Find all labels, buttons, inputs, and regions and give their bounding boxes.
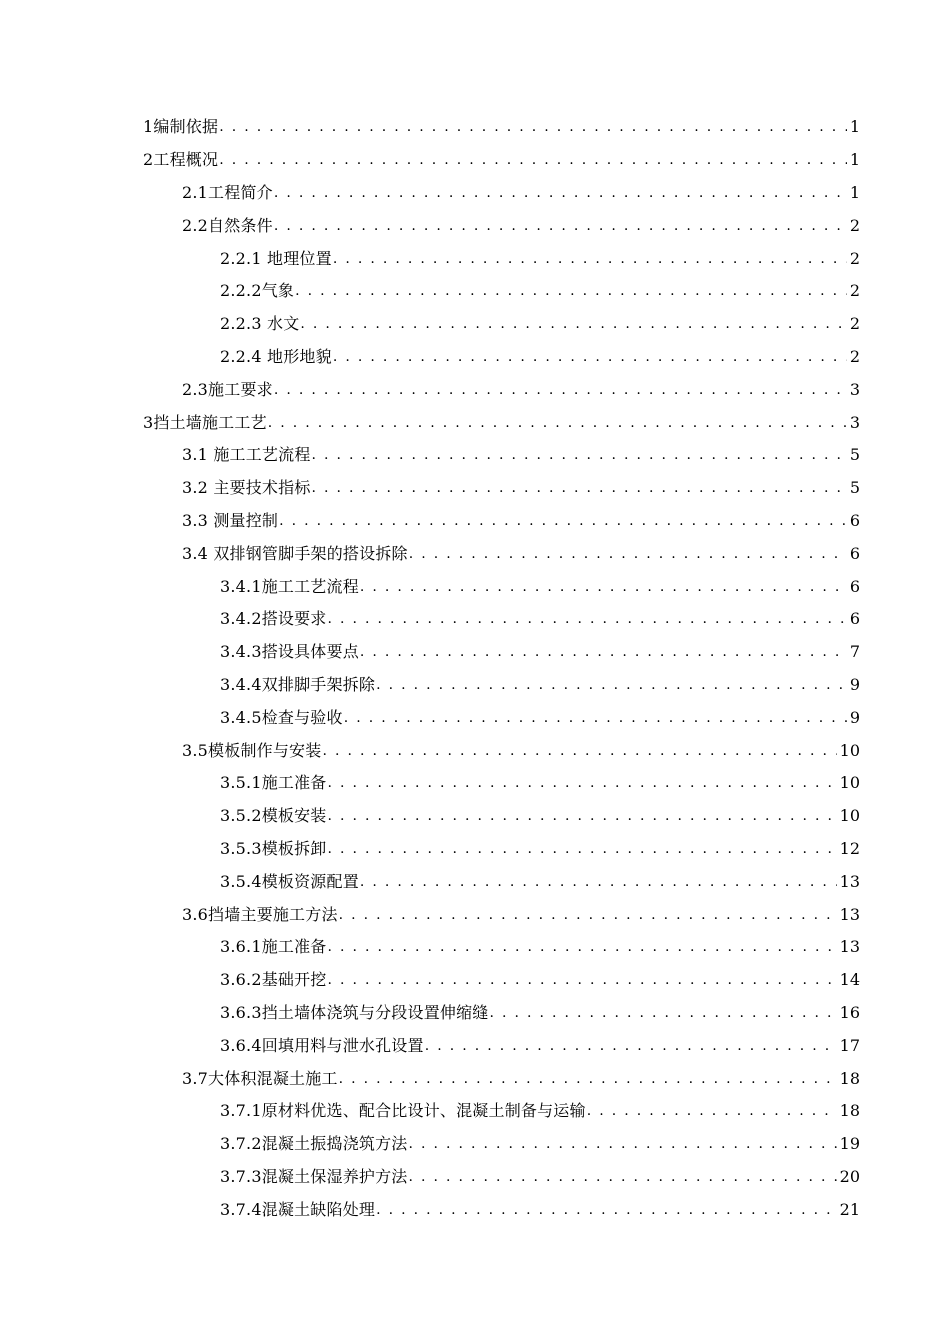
toc-entry-page-number: 6	[849, 510, 860, 530]
toc-dot-leader	[360, 577, 847, 597]
toc-entry-label: 3.1 施工工艺流程	[182, 445, 311, 465]
toc-dot-leader	[312, 478, 847, 498]
toc-dot-leader	[328, 839, 837, 859]
toc-dot-leader	[425, 1036, 837, 1056]
toc-dot-leader	[344, 708, 847, 728]
toc-entry-label: 3.5.3模板拆卸	[220, 838, 327, 858]
toc-dot-leader	[376, 1200, 837, 1220]
toc-entry-label: 3.6.2基础开挖	[220, 970, 327, 990]
toc-dot-leader	[300, 314, 846, 334]
toc-entry-label: 2.1工程简介	[182, 182, 273, 202]
toc-entry-page-number: 10	[839, 773, 860, 793]
toc-dot-leader	[376, 675, 847, 695]
toc-entry-page-number: 6	[849, 609, 860, 629]
toc-entry-page-number: 3	[849, 412, 860, 432]
toc-entry-page-number: 18	[839, 1101, 860, 1121]
toc-entry[interactable]	[0, 669, 860, 702]
toc-entry-label: 2.2.3 水文	[220, 314, 300, 334]
toc-entry-page-number: 13	[839, 937, 860, 957]
toc-entry-label: 3.7.1原材料优选、配合比设计、混凝土制备与运输	[220, 1101, 586, 1121]
toc-entry-label: 3.7.2混凝土振捣浇筑方法	[220, 1134, 408, 1154]
toc-entry[interactable]	[0, 603, 860, 636]
toc-entry-label: 2工程概况	[143, 150, 219, 170]
toc-dot-leader	[339, 905, 837, 925]
toc-dot-leader	[295, 281, 847, 301]
toc-dot-leader	[333, 249, 847, 269]
toc-dot-leader	[312, 445, 847, 465]
toc-entry[interactable]	[0, 997, 860, 1030]
toc-entry-page-number: 18	[839, 1068, 860, 1088]
toc-entry-label: 3.4 双排钢管脚手架的搭设拆除	[182, 543, 408, 563]
toc-entry[interactable]	[0, 1062, 860, 1095]
toc-entry-label: 2.2.4 地形地貌	[220, 346, 332, 366]
toc-entry-page-number: 19	[839, 1134, 860, 1154]
toc-entry[interactable]	[0, 275, 860, 308]
toc-entry[interactable]	[0, 570, 860, 603]
toc-dot-leader	[339, 1069, 837, 1089]
toc-entry-label: 3.6.1施工准备	[220, 937, 327, 957]
toc-entry[interactable]	[0, 931, 860, 964]
toc-entry[interactable]	[0, 308, 860, 341]
toc-entry-page-number: 2	[849, 215, 860, 235]
toc-dot-leader	[279, 511, 847, 531]
toc-entry-page-number: 1	[849, 182, 860, 202]
toc-entry[interactable]	[0, 1193, 860, 1226]
toc-entry-label: 2.2.1 地理位置	[220, 248, 332, 268]
toc-dot-leader	[360, 642, 847, 662]
toc-entry-label: 3.4.4双排脚手架拆除	[220, 674, 376, 694]
toc-dot-leader	[328, 806, 837, 826]
toc-entry-page-number: 7	[849, 642, 860, 662]
toc-entry-label: 3.4.3搭设具体要点	[220, 642, 359, 662]
toc-entry[interactable]	[0, 865, 860, 898]
toc-entry[interactable]	[0, 144, 860, 177]
toc-entry-page-number: 16	[839, 1002, 860, 1022]
toc-entry[interactable]	[0, 833, 860, 866]
toc-entry-page-number: 1	[849, 150, 860, 170]
toc-entry-label: 3.5.4模板资源配置	[220, 871, 359, 891]
toc-entry-label: 3.5.1施工准备	[220, 773, 327, 793]
toc-dot-leader	[219, 150, 847, 170]
toc-entry[interactable]	[0, 800, 860, 833]
toc-entry[interactable]	[0, 373, 860, 406]
toc-entry[interactable]	[0, 111, 860, 144]
toc-entry[interactable]	[0, 767, 860, 800]
toc-entry[interactable]	[0, 898, 860, 931]
toc-entry-label: 3.2 主要技术指标	[182, 478, 311, 498]
toc-entry-page-number: 13	[839, 904, 860, 924]
toc-entry-page-number: 17	[839, 1035, 860, 1055]
toc-entry-label: 3.7.3混凝土保湿养护方法	[220, 1166, 408, 1186]
toc-entry-page-number: 10	[839, 806, 860, 826]
toc-entry-page-number: 14	[839, 970, 860, 990]
toc-entry-label: 2.2.2气象	[220, 281, 295, 301]
toc-entry-label: 3.6挡墙主要施工方法	[182, 904, 338, 924]
toc-entry[interactable]	[0, 964, 860, 997]
toc-entry-label: 3.4.2搭设要求	[220, 609, 327, 629]
toc-entry-page-number: 3	[849, 379, 860, 399]
toc-entry-label: 3.7.4混凝土缺陷处理	[220, 1199, 376, 1219]
toc-entry-page-number: 9	[849, 707, 860, 727]
toc-entry[interactable]	[0, 505, 860, 538]
toc-entry[interactable]	[0, 1095, 860, 1128]
toc-dot-leader	[328, 773, 837, 793]
toc-entry[interactable]	[0, 242, 860, 275]
toc-entry-label: 3.6.3挡土墙体浇筑与分段设置伸缩缝	[220, 1002, 489, 1022]
toc-entry[interactable]	[0, 537, 860, 570]
toc-entry[interactable]	[0, 177, 860, 210]
toc-entry[interactable]	[0, 734, 860, 767]
toc-dot-leader	[274, 380, 847, 400]
toc-entry-label: 3.5模板制作与安装	[182, 740, 322, 760]
toc-entry-page-number: 5	[849, 478, 860, 498]
toc-dot-leader	[409, 1167, 837, 1187]
toc-entry-page-number: 13	[839, 871, 860, 891]
toc-entry-page-number: 12	[839, 838, 860, 858]
toc-entry-page-number: 9	[849, 674, 860, 694]
toc-entry-page-number: 5	[849, 445, 860, 465]
toc-dot-leader	[490, 1003, 837, 1023]
toc-entry-label: 3.7大体积混凝土施工	[182, 1068, 338, 1088]
toc-dot-leader	[274, 183, 847, 203]
toc-entry[interactable]	[0, 1029, 860, 1062]
toc-entry[interactable]	[0, 472, 860, 505]
toc-entry-label: 3.4.5检查与验收	[220, 707, 343, 727]
toc-dot-leader	[587, 1101, 837, 1121]
toc-entry-label: 2.3施工要求	[182, 379, 273, 399]
toc-entry-page-number: 2	[849, 314, 860, 334]
table-of-contents	[0, 111, 950, 1226]
toc-entry-label: 3.5.2模板安装	[220, 806, 327, 826]
toc-entry[interactable]	[0, 341, 860, 374]
toc-entry-page-number: 2	[849, 281, 860, 301]
toc-dot-leader	[274, 216, 847, 236]
toc-entry-page-number: 1	[849, 117, 860, 137]
toc-entry-page-number: 21	[839, 1199, 860, 1219]
toc-entry-label: 3.6.4回填用料与泄水孔设置	[220, 1035, 424, 1055]
toc-entry-page-number: 2	[849, 346, 860, 366]
toc-entry-label: 1编制依据	[143, 117, 219, 137]
toc-dot-leader	[409, 544, 847, 564]
toc-entry[interactable]	[0, 636, 860, 669]
toc-entry-label: 3挡土墙施工工艺	[143, 412, 267, 432]
toc-dot-leader	[333, 347, 847, 367]
toc-dot-leader	[322, 741, 836, 761]
toc-dot-leader	[268, 413, 847, 433]
toc-entry[interactable]	[0, 1128, 860, 1161]
toc-entry-label: 2.2自然条件	[182, 215, 273, 235]
toc-dot-leader	[328, 609, 847, 629]
toc-entry-label: 3.3 测量控制	[182, 510, 279, 530]
toc-entry[interactable]	[0, 1161, 860, 1194]
toc-dot-leader	[360, 872, 837, 892]
toc-entry-page-number: 2	[849, 248, 860, 268]
toc-entry[interactable]	[0, 209, 860, 242]
toc-entry[interactable]	[0, 701, 860, 734]
toc-dot-leader	[409, 1134, 837, 1154]
toc-entry-page-number: 6	[849, 543, 860, 563]
toc-entry[interactable]	[0, 439, 860, 472]
toc-dot-leader	[328, 937, 837, 957]
toc-entry-page-number: 20	[839, 1166, 860, 1186]
toc-entry[interactable]	[0, 406, 860, 439]
toc-dot-leader	[328, 970, 837, 990]
toc-entry-page-number: 6	[849, 576, 860, 596]
toc-dot-leader	[219, 117, 847, 137]
toc-entry-page-number: 10	[839, 740, 860, 760]
toc-entry-label: 3.4.1施工工艺流程	[220, 576, 359, 596]
